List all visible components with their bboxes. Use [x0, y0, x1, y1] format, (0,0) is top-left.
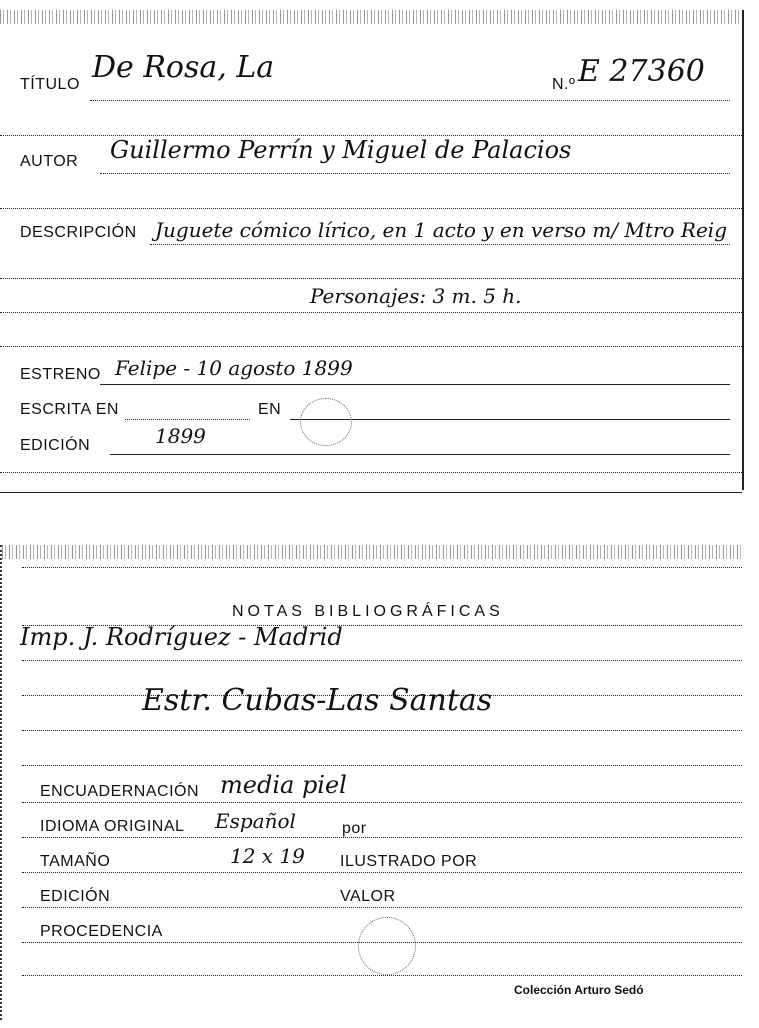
ruled-line	[22, 837, 742, 838]
ruled-line	[22, 660, 742, 661]
ruled-line	[22, 567, 742, 568]
autor-line	[100, 173, 730, 174]
paper-damage-spot	[358, 917, 416, 975]
numero-label: N.º	[552, 76, 576, 93]
titulo-label: TÍTULO	[20, 76, 80, 93]
card-separator	[0, 492, 742, 493]
ruled-line	[0, 346, 742, 347]
ruled-line	[0, 472, 742, 473]
ilustrado-label: ILUSTRADO POR	[340, 853, 478, 870]
procedencia-label: PROCEDENCIA	[40, 923, 163, 940]
encuadernacion-label: ENCUADERNACIÓN	[40, 783, 200, 800]
autor-value: Guillermo Perrín y Miguel de Palacios	[110, 136, 572, 164]
encuadernacion-value: media piel	[220, 771, 347, 799]
titulo-value: De Rosa, La	[92, 50, 275, 85]
ruled-line	[22, 975, 742, 976]
collection-footer: Colección Arturo Sedó	[514, 983, 644, 997]
notas-title: NOTAS BIBLIOGRÁFICAS	[232, 603, 504, 620]
idioma-value: Español	[215, 809, 296, 833]
valor-label: VALOR	[340, 888, 396, 905]
por-label: por	[342, 820, 367, 837]
edicion-label: EDICIÓN	[20, 437, 91, 454]
ruled-line	[22, 730, 742, 731]
descripcion-value-2: Personajes: 3 m. 5 h.	[310, 284, 522, 308]
tamano-label: TAMAÑO	[40, 853, 111, 870]
tamano-value: 12 x 19	[230, 844, 305, 868]
edicion-label-back: EDICIÓN	[40, 888, 111, 905]
ruled-line	[0, 278, 742, 279]
catalog-card-back	[0, 545, 744, 1020]
titulo-line	[90, 100, 730, 101]
scan-noise-edge	[0, 10, 742, 24]
estreno-line	[100, 384, 730, 385]
escrita-label: ESCRITA EN	[20, 401, 119, 418]
descripcion-value: Juguete cómico lírico, en 1 acto y en verso m/ Mtro Reig	[155, 218, 727, 242]
ruled-line	[22, 802, 742, 803]
ruled-line	[22, 765, 742, 766]
scan-noise-edge	[2, 545, 744, 559]
en-label: EN	[258, 401, 282, 418]
estreno-value: Felipe - 10 agosto 1899	[115, 356, 353, 380]
ruled-line	[22, 872, 742, 873]
descripcion-line	[150, 244, 730, 245]
ruled-line	[0, 208, 742, 209]
estreno-label: ESTRENO	[20, 366, 101, 383]
numero-value: E 27360	[578, 54, 705, 89]
notas-line-2: Estr. Cubas-Las Santas	[142, 683, 493, 718]
notas-line-1: Imp. J. Rodríguez - Madrid	[20, 623, 343, 651]
idioma-label: IDIOMA ORIGINAL	[40, 818, 185, 835]
catalog-card-front	[0, 10, 744, 490]
ruled-line	[0, 312, 742, 313]
escrita-line	[125, 419, 250, 420]
ruled-line	[22, 907, 742, 908]
edicion-value: 1899	[155, 424, 206, 448]
descripcion-label: DESCRIPCIÓN	[20, 224, 137, 241]
en-line	[290, 419, 730, 420]
autor-label: AUTOR	[20, 153, 79, 170]
edicion-line	[110, 454, 730, 455]
paper-damage-spot	[300, 398, 352, 446]
